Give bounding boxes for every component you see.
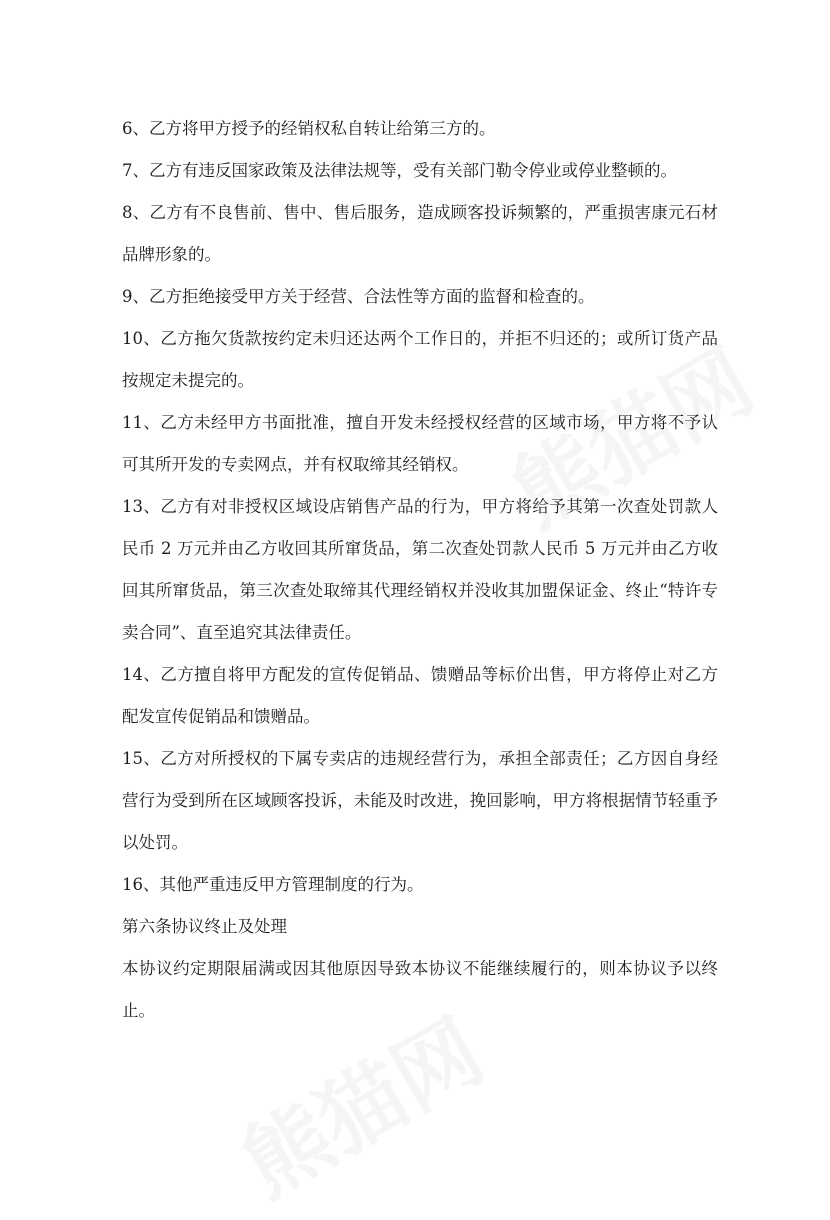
section-heading: 第六条协议终止及处理 (122, 917, 287, 936)
clause-16: 16、其他严重违反甲方管理制度的行为。 (122, 875, 424, 894)
clause-15: 15、乙方对所授权的下属专卖店的违规经营行为，承担全部责任；乙方因自身经营行为受到所在区域顾客投诉，未能及时改进，挽回影响，甲方将根据情节轻重予以处罚。 (122, 749, 718, 852)
clause-6: 6、乙方将甲方授予的经销权私自转让给第三方的。 (122, 119, 496, 138)
clause-11: 11、乙方未经甲方书面批准，擅自开发未经授权经营的区域市场，甲方将不予认可其所开发的专卖网点，并有权取缔其经销权。 (122, 413, 718, 474)
clause-10: 10、乙方拖欠货款按约定未归还达两个工作日的，并拒不归还的；或所订货产品按规定未提完的。 (122, 329, 718, 390)
clause-8: 8、乙方有不良售前、售中、售后服务，造成顾客投诉频繁的，严重损害康元石材品牌形象的。 (122, 203, 718, 264)
clause-14: 14、乙方擅自将甲方配发的宣传促销品、馈赠品等标价出售，甲方将停止对乙方配发宣传促销品和馈赠品。 (122, 665, 718, 726)
clause-7: 7、乙方有违反国家政策及法律法规等，受有关部门勒令停业或停业整顿的。 (122, 161, 677, 180)
clause-13: 13、乙方有对非授权区域设店销售产品的行为，甲方将给予其第一次查处罚款人民币 2 万元并由乙方收回其所窜货品，第二次查处罚款人民币 5 万元并由乙方收回其所窜货品，第三次查处取缔其代理经销权并没收其加盟保证金、终止“特许专卖合同”、直至追究其法律责任。 (122, 497, 718, 642)
clause-9: 9、乙方拒绝接受甲方关于经营、合法性等方面的监督和检查的。 (122, 287, 595, 306)
document-body (122, 108, 718, 1032)
termination-paragraph: 本协议约定期限届满或因其他原因导致本协议不能继续履行的，则本协议予以终止。 (122, 959, 718, 1020)
